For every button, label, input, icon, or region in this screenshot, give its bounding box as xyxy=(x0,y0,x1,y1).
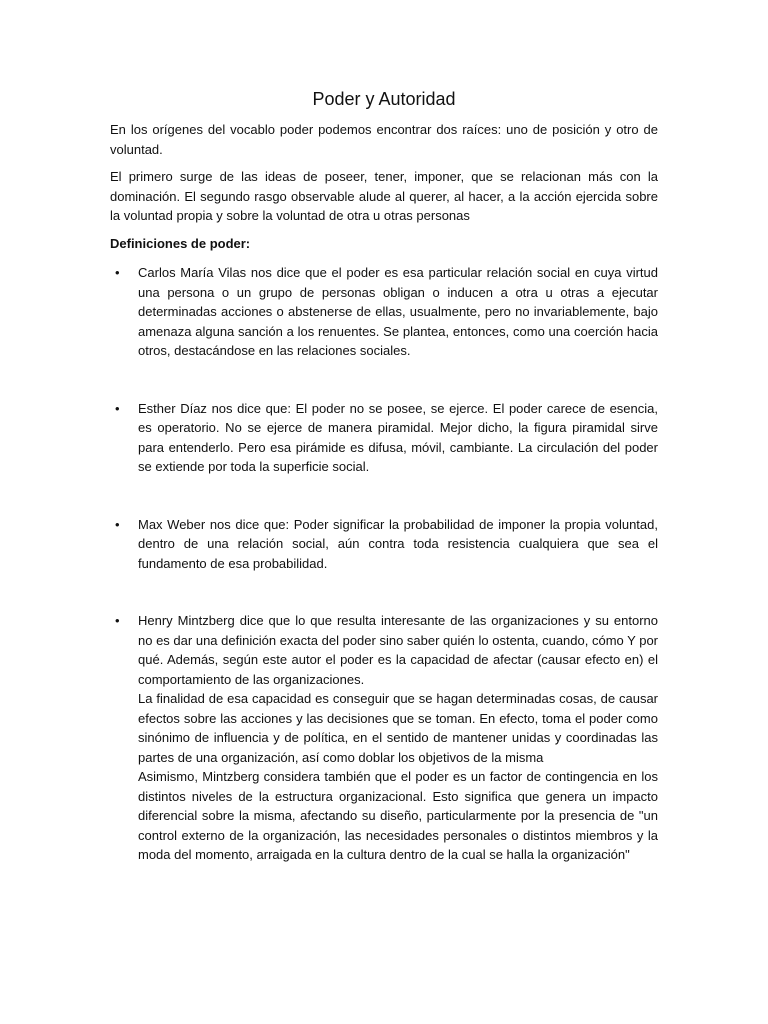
definition-paragraph: Carlos María Vilas nos dice que el poder es esa particular relación social en cuya virtud una persona o un grupo de personas obligan o inducen a otra u otras a ejecutar determinadas acciones o abstenerse de ellas, usualmente, pero no invariablemente, bajo amenaza alguna sanción a los renuentes. Se plantea, entonces, como una coerción hacia otros, destacándose en las relaciones sociales. xyxy=(138,265,658,358)
bullet-icon: • xyxy=(115,516,120,532)
definition-paragraph: Henry Mintzberg dice que lo que resulta interesante de las organizaciones y su entorno no es dar una definición exacta del poder sino saber quién lo ostenta, cuando, cómo Y por qué. Además, según este autor el poder es la capacidad de afectar (causar efecto en) el comportamiento de las organizaciones. xyxy=(138,613,658,687)
definition-paragraph: La finalidad de esa capacidad es conseguir que se hagan determinadas cosas, de causar efectos sobre las acciones y las decisiones que se toman. En efecto, toma el poder como sinónimo de influencia y de política, en el sentido de mantener unidas y coordinadas las partes de una organización, así como doblar los objetivos de la misma xyxy=(138,691,658,765)
bullet-icon: • xyxy=(115,613,120,628)
definitions-list xyxy=(110,263,658,865)
definition-item xyxy=(110,611,658,865)
bullet-icon: • xyxy=(115,265,120,280)
bullet-icon: • xyxy=(115,400,120,416)
document-title: Poder y Autoridad xyxy=(312,89,456,109)
definition-item xyxy=(110,399,658,477)
intro-paragraph: En los orígenes del vocablo poder podemos encontrar dos raíces: uno de posición y otro de voluntad. xyxy=(110,122,658,157)
document-page xyxy=(110,86,658,865)
definition-item xyxy=(110,515,658,574)
definition-item xyxy=(110,263,658,361)
definitions-heading: Definiciones de poder: xyxy=(110,235,251,251)
definition-paragraph: Esther Díaz nos dice que: El poder no se posee, se ejerce. El poder carece de esencia, es operatorio. No se ejerce de manera piramidal. Mejor dicho, la figura piramidal sirve para entenderlo. Pero esa pirámide es difusa, móvil, cambiante. La circulación del poder se extiende por toda la superficie social. xyxy=(138,400,658,474)
definition-paragraph: Asimismo, Mintzberg considera también que el poder es un factor de contingencia en los distintos niveles de la estructura organizacional. Esto significa que genera un impacto diferencial sobre la misma, afectando su diseño, particularmente por la presencia de "un control externo de la organización, las necesidades personales o distintos miembros y la moda del momento, arraigada en la cultura dentro de la cual se halla la organización" xyxy=(138,769,658,862)
intro-paragraph: El primero surge de las ideas de poseer, tener, imponer, que se relacionan más con la dominación. El segundo rasgo observable alude al querer, al hacer, a la acción ejercida sobre la voluntad propia y sobre la voluntad de otra u otras personas xyxy=(110,169,658,223)
definition-paragraph: Max Weber nos dice que: Poder significar la probabilidad de imponer la propia voluntad, dentro de una relación social, aún contra toda resistencia cualquiera que sea el fundamento de esa probabilidad. xyxy=(138,516,658,571)
